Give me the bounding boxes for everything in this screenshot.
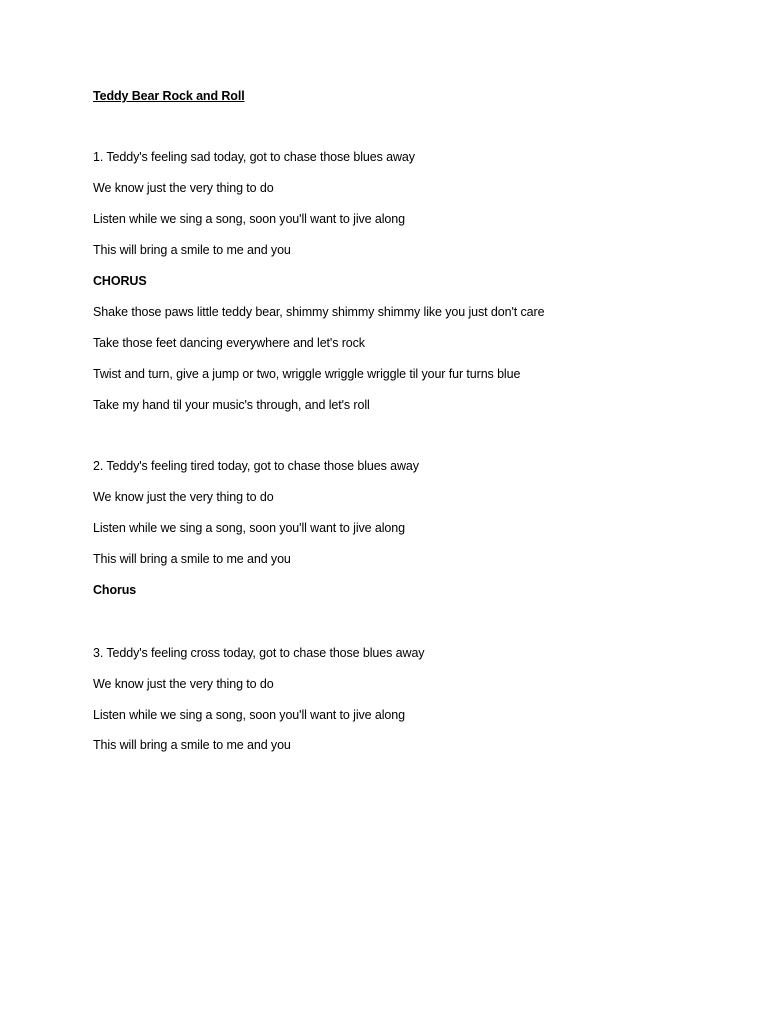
chorus-line3: Twist and turn, give a jump or two, wriggle wriggle wriggle til your fur turns blue	[93, 367, 521, 381]
verse2-line2: We know just the very thing to do	[93, 490, 274, 504]
verse2-line1: 2. Teddy's feeling tired today, got to chase those blues away	[93, 459, 419, 473]
chorus-line2: Take those feet dancing everywhere and let's rock	[93, 336, 365, 350]
chorus-line1: Shake those paws little teddy bear, shimmy shimmy shimmy like you just don't care	[93, 305, 545, 319]
verse1-line1: 1. Teddy's feeling sad today, got to chase those blues away	[93, 150, 415, 164]
verse3-line4: This will bring a smile to me and you	[93, 738, 291, 752]
verse1-line3: Listen while we sing a song, soon you'll want to jive along	[93, 212, 405, 226]
document-title: Teddy Bear Rock and Roll	[93, 89, 245, 103]
verse3-line2: We know just the very thing to do	[93, 677, 274, 691]
verse2-line4: This will bring a smile to me and you	[93, 552, 291, 566]
verse1-line2: We know just the very thing to do	[93, 181, 274, 195]
chorus-reference: Chorus	[93, 583, 137, 597]
verse1-line4: This will bring a smile to me and you	[93, 243, 291, 257]
verse3-line1: 3. Teddy's feeling cross today, got to chase those blues away	[93, 646, 425, 660]
verse2-line3: Listen while we sing a song, soon you'll want to jive along	[93, 521, 405, 535]
chorus-line4: Take my hand til your music's through, and let's roll	[93, 398, 370, 412]
verse3-line3: Listen while we sing a song, soon you'll want to jive along	[93, 708, 405, 722]
chorus-heading: CHORUS	[93, 274, 147, 288]
